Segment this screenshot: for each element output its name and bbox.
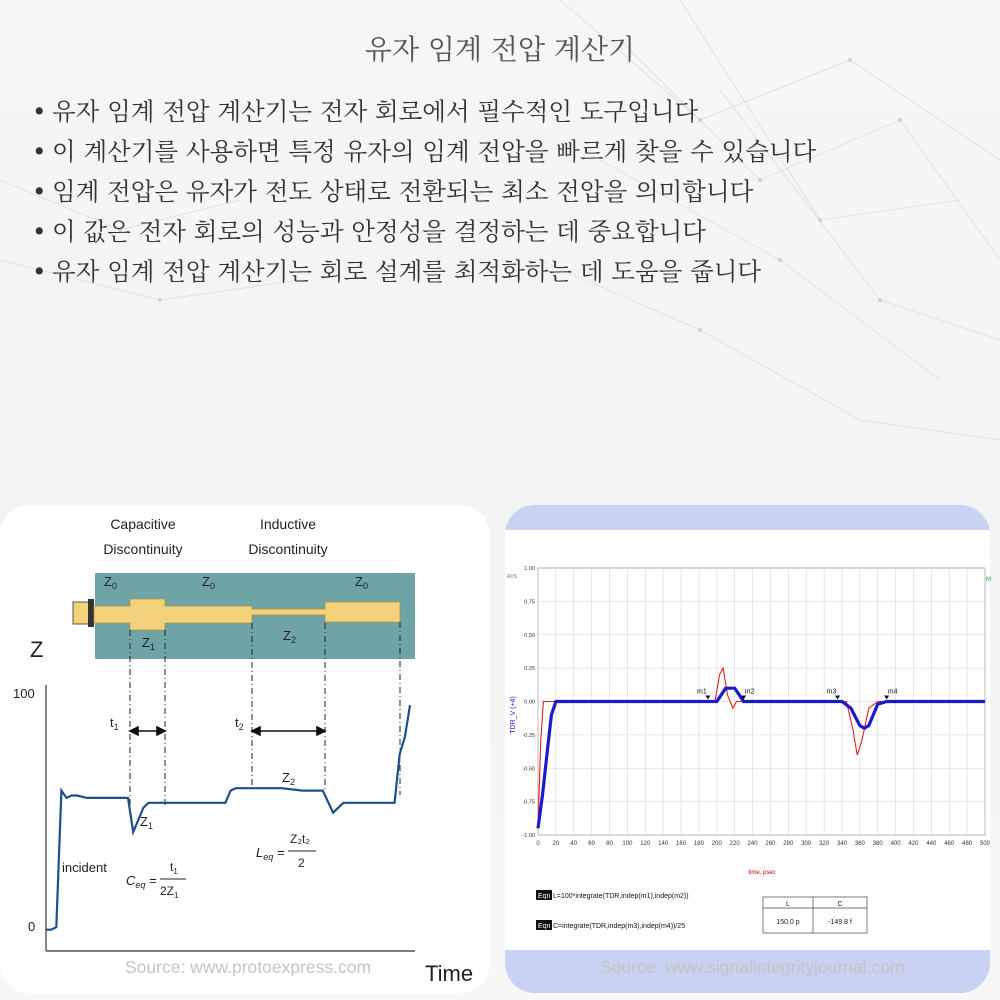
table-header-c: C — [837, 901, 843, 908]
bullet-item — [32, 212, 982, 252]
result-table — [763, 897, 867, 933]
bullet-dot: • — [32, 217, 47, 246]
x-tick-label: 480 — [962, 841, 973, 847]
x-tick-label: 300 — [801, 841, 812, 847]
inductive-label-1: Inductive — [259, 516, 317, 532]
x-tick-label: 80 — [606, 841, 613, 847]
bullet-text: 유자 임계 전압 계산기는 전자 회로에서 필수적인 도구입니다 — [52, 97, 699, 126]
x-tick-label: 360 — [854, 841, 865, 847]
bullet-list — [32, 92, 982, 292]
svg-text:2Z1: $2Z_1$ — [160, 884, 179, 900]
x-tick-label: 40 — [570, 841, 578, 847]
svg-text:2: 2 — [298, 856, 305, 870]
svg-text:t1: $t_1$ — [170, 860, 178, 876]
page-title: 유자 임계 전압 계산기 — [364, 33, 636, 66]
tdr-simulation-chart — [505, 505, 990, 993]
bullet-text: 이 값은 전자 회로의 성능과 안정성을 결정하는 데 중요합니다 — [52, 217, 706, 246]
x-tick-label: 280 — [783, 841, 794, 847]
z1-board-label: $Z_1$ — [142, 635, 155, 652]
bullet-text: 유자 임계 전압 계산기는 회로 설계를 최적화하는 데 도움을 줍니다 — [52, 257, 762, 286]
z0-label-b: $Z_0$ — [202, 574, 215, 591]
left-series-line — [46, 705, 410, 930]
x-tick-label: 120 — [640, 841, 651, 847]
table-header-l: L — [786, 901, 790, 908]
x-tick-label: 460 — [944, 841, 955, 847]
marker-label: m1 — [696, 688, 707, 696]
y-axis-label: Z — [30, 637, 44, 662]
x-tick-label: 60 — [588, 841, 595, 847]
y-tick-label: 0.00 — [524, 699, 535, 706]
x-tick-label: 140 — [658, 841, 669, 847]
tdr-diagram-panel — [0, 505, 490, 993]
y-tick-label: -0.50 — [522, 766, 535, 773]
x-tick-label: 260 — [765, 841, 776, 847]
t2-label: $t_2$ — [235, 715, 244, 732]
table-value-c: -149.8 f — [828, 919, 852, 926]
plot-paper — [505, 530, 990, 950]
z0-label-a: $Z_0$ — [104, 574, 117, 591]
x-tick-label: 320 — [819, 841, 830, 847]
x-tick-label: 420 — [908, 841, 919, 847]
right-source-text: Source: www.signalintegrityjournal.com — [600, 957, 905, 977]
bullet-item — [32, 252, 982, 292]
ceq-formula — [126, 860, 186, 900]
z2-wave-label: $Z_2$ — [282, 770, 295, 787]
svg-text:Eqn: Eqn — [538, 893, 551, 900]
tdr-simulation-panel — [505, 505, 990, 993]
z0-label-c: $Z_0$ — [355, 574, 368, 591]
svg-text:Ceq =: $C_{eq}$ = — [126, 873, 157, 890]
x-axis-label: Time — [425, 961, 474, 986]
time-arrows — [130, 727, 325, 735]
svg-text:L=100*integrate(TDR,indep(m1),: L=100*integrate(TDR,indep(m1),indep(m2)) — [553, 893, 689, 900]
x-tick-label: 180 — [693, 841, 704, 847]
left-chart-axes — [46, 685, 415, 951]
connector-flange — [88, 599, 94, 627]
t1-label: $t_1$ — [110, 715, 119, 732]
x-tick-label: 220 — [729, 841, 740, 847]
ads-tag: ADS — [507, 574, 518, 580]
y-tick-100: 100 — [13, 686, 35, 701]
x-tick-label: 20 — [552, 841, 560, 847]
z2-board-label: $Z_2$ — [283, 628, 296, 645]
svg-text:Z₂t₂: Z₂t₂ — [290, 832, 310, 846]
bullet-dot: • — [32, 177, 47, 206]
y-tick-label: 0.75 — [524, 599, 535, 606]
x-tick-label: 0 — [536, 841, 540, 847]
right-x-axis-label: time, psec — [748, 870, 776, 876]
capacitive-label-1: Capacitive — [110, 516, 176, 532]
y-tick-0: 0 — [28, 919, 36, 934]
x-tick-label: 340 — [836, 841, 847, 847]
tdr-diagram — [0, 505, 490, 993]
marker-label: m2 — [744, 688, 755, 696]
inductive-label-2: Discontinuity — [248, 541, 328, 557]
y-tick-label: 0.50 — [524, 632, 535, 639]
x-tick-label: 380 — [872, 841, 883, 847]
x-tick-label: 200 — [711, 841, 722, 847]
right-y-axis-label: TDR_V (+4) — [510, 696, 517, 734]
bullet-item — [32, 172, 982, 212]
green-flag-icon: M — [986, 577, 991, 583]
x-tick-label: 100 — [622, 841, 633, 847]
y-tick-label: -0.75 — [522, 799, 535, 806]
x-tick-label: 440 — [926, 841, 937, 847]
svg-text:C=integrate(TDR,indep(m3),inde: C=integrate(TDR,indep(m3),indep(m4))/25 — [553, 923, 686, 930]
x-tick-label: 160 — [676, 841, 687, 847]
bullet-item — [32, 132, 982, 172]
leq-formula — [256, 832, 316, 870]
bullet-dot: • — [32, 97, 47, 126]
y-tick-label: 0.25 — [524, 666, 535, 673]
y-tick-label: 1.00 — [524, 566, 535, 572]
left-source-text: Source: www.protoexpress.com — [125, 957, 372, 977]
bullet-dot: • — [32, 257, 47, 286]
svg-text:Eqn: Eqn — [538, 923, 551, 930]
bullet-text: 임계 전압은 유자가 전도 상태로 전환되는 최소 전압을 의미합니다 — [52, 177, 754, 206]
bullet-item — [32, 92, 982, 132]
left-waveform — [46, 705, 410, 930]
bullet-dot: • — [32, 137, 47, 166]
x-tick-label: 400 — [890, 841, 901, 847]
x-tick-label: 500 — [979, 841, 991, 847]
y-tick-label: -0.25 — [522, 732, 535, 739]
x-tick-label: 240 — [747, 841, 758, 847]
bullet-text: 이 계산기를 사용하면 특정 유자의 임계 전압을 빠르게 찾을 수 있습니다 — [52, 137, 817, 166]
table-value-l: 150.0 p — [776, 919, 800, 926]
z1-wave-label: $Z_1$ — [140, 814, 153, 831]
svg-text:Leq =: $L_{eq}$ = — [256, 845, 285, 862]
capacitive-label-2: Discontinuity — [103, 541, 183, 557]
marker-label: m3 — [826, 688, 837, 696]
y-tick-label: -1.00 — [522, 833, 535, 839]
incident-label: incident — [62, 860, 107, 875]
marker-label: m4 — [887, 688, 898, 696]
